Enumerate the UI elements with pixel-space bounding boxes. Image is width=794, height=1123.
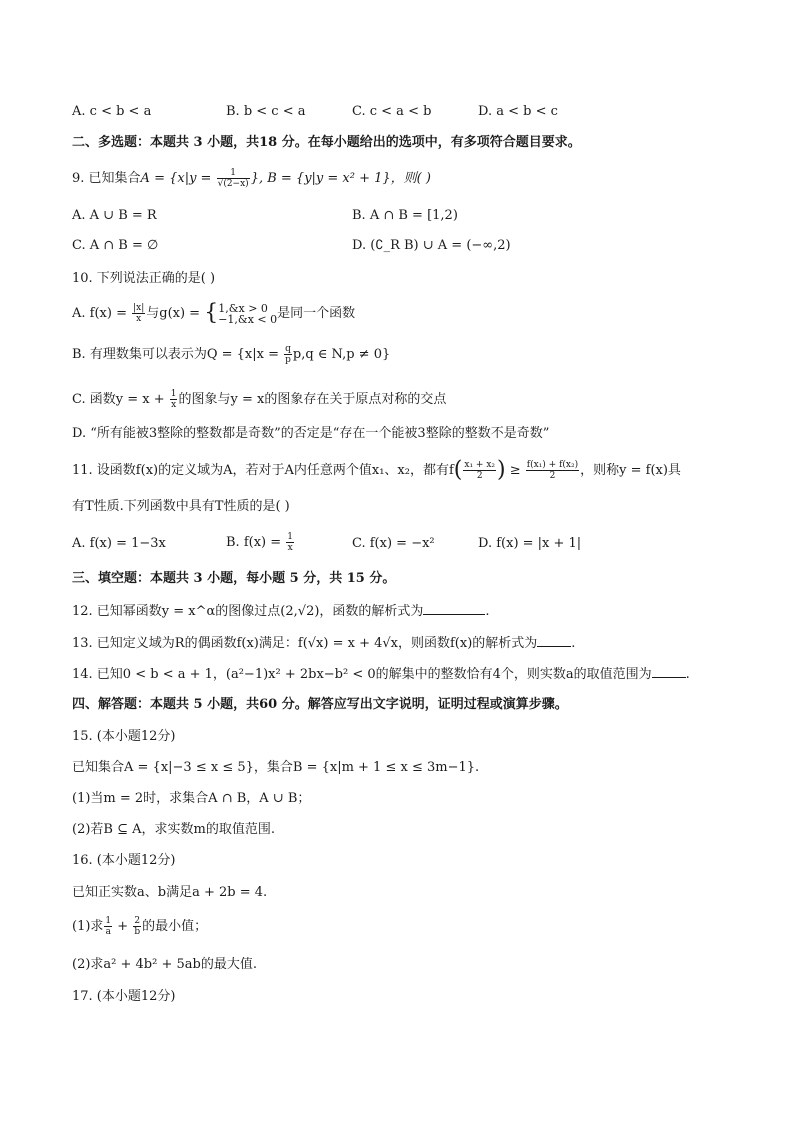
q12-answer-blank: [423, 601, 485, 615]
q11-option-a: A. f(x) = 1−3x: [72, 536, 166, 551]
q8-option-d: D. a < b < c: [478, 104, 558, 119]
q9-option-a: A. A ∪ B = R: [72, 208, 157, 223]
q16-title: 16. (本小题12分): [72, 853, 176, 868]
q11-stem-line2: 有T性质.下列函数中具有T性质的是( ): [72, 499, 290, 514]
q9-option-b: B. A ∩ B = [1,2): [352, 208, 458, 223]
q8-option-a: A. c < b < a: [72, 104, 152, 119]
q10-option-d: D. “所有能被3整除的整数都是奇数”的否定是“存在一个能被3整除的整数不是奇数”: [72, 426, 550, 441]
section4-heading: 四、解答题：本题共 5 小题，共60 分。解答应写出文字说明，证明过程或演算步骤。: [72, 697, 568, 712]
q9-fraction: $\frac{1}{√(2-x)}$: [217, 168, 249, 189]
q10-option-c: C. 函数y = x + $\frac{1}{x}$ 的图象与y = x的图象存在关于原点对称的交点: [72, 389, 447, 410]
q16-stem: 已知正实数a、b满足a + 2b = 4.: [72, 885, 268, 900]
q14-stem: 14. 已知0 < b < a + 1，(a²−1)x² + 2bx−b² < 0的解集中的整数恰有4个，则实数a的取值范围为 .: [72, 664, 724, 685]
q11-option-d: D. f(x) = |x + 1|: [478, 536, 582, 551]
q15-stem: 已知集合A = {x|−3 ≤ x ≤ 5}，集合B = {x|m + 1 ≤ x ≤ 3m−1}.: [72, 760, 480, 775]
q13-answer-blank: [537, 633, 571, 647]
q13-stem: 13. 已知定义域为R的偶函数f(x)满足：f(√x) = x + 4√x，则函数f(x)的解析式为 .: [72, 633, 724, 654]
q11-option-b: B. f(x) = $\frac{1}{x}$: [226, 532, 293, 553]
q15-title: 15. (本小题12分): [72, 729, 176, 744]
q9-option-d: D. (∁_R B) ∪ A = (−∞,2): [352, 238, 511, 253]
q10-option-b: B. 有理数集可以表示为Q = {x|x = $\frac{q}{p}$ p,q ∈ N,p ≠ 0}: [72, 344, 391, 365]
section2-heading: 二、多选题：本题共 3 小题，共18 分。在每小题给出的选项中，有多项符合题目要求。: [72, 135, 581, 150]
q10-option-a: A. f(x) = $\frac{|x|}{x}$ 与g(x) = {1,&x > 0 −1,&x < 0是同一个函数: [72, 300, 356, 326]
q11-stem-line1: 11. 设函数f(x)的定义域为A，若对于A内任意两个值x₁、x₂，都有f( $\frac{\text{x₁ + x₂}}{2}$ ) ≥ $\frac{\text{f(x₁) + f(x₂)}}{2}$ ，则称y = f(x)具: [72, 457, 681, 483]
q16-part2: (2)求a² + 4b² + 5ab的最大值.: [72, 957, 257, 972]
q9-option-c: C. A ∩ B = ∅: [72, 238, 159, 253]
q15-part1: (1)当m = 2时，求集合A ∩ B，A ∪ B；: [72, 791, 311, 806]
q8-option-b: B. b < c < a: [226, 104, 306, 119]
q15-part2: (2)若B ⊆ A，求实数m的取值范围.: [72, 822, 275, 837]
q17-title: 17. (本小题12分): [72, 989, 176, 1004]
q9-stem: 9. 已知集合A = {x|y = $\frac{1}{√(2-x)}$ }, B = {y|y = x² + 1}，则( ): [72, 168, 431, 189]
q12-stem: 12. 已知幂函数y = x^α的图像过点(2,√2)，函数的解析式为 .: [72, 601, 724, 622]
section3-heading: 三、填空题：本题共 3 小题，每小题 5 分，共 15 分。: [72, 571, 396, 586]
q14-answer-blank: [652, 664, 686, 678]
q11-option-c: C. f(x) = −x²: [352, 536, 435, 551]
q10-stem: 10. 下列说法正确的是( ): [72, 271, 216, 286]
q8-option-c: C. c < a < b: [352, 104, 432, 119]
q16-part1: (1)求 $\frac{1}{a}$ + $\frac{2}{b}$ 的最小值；: [72, 916, 208, 937]
